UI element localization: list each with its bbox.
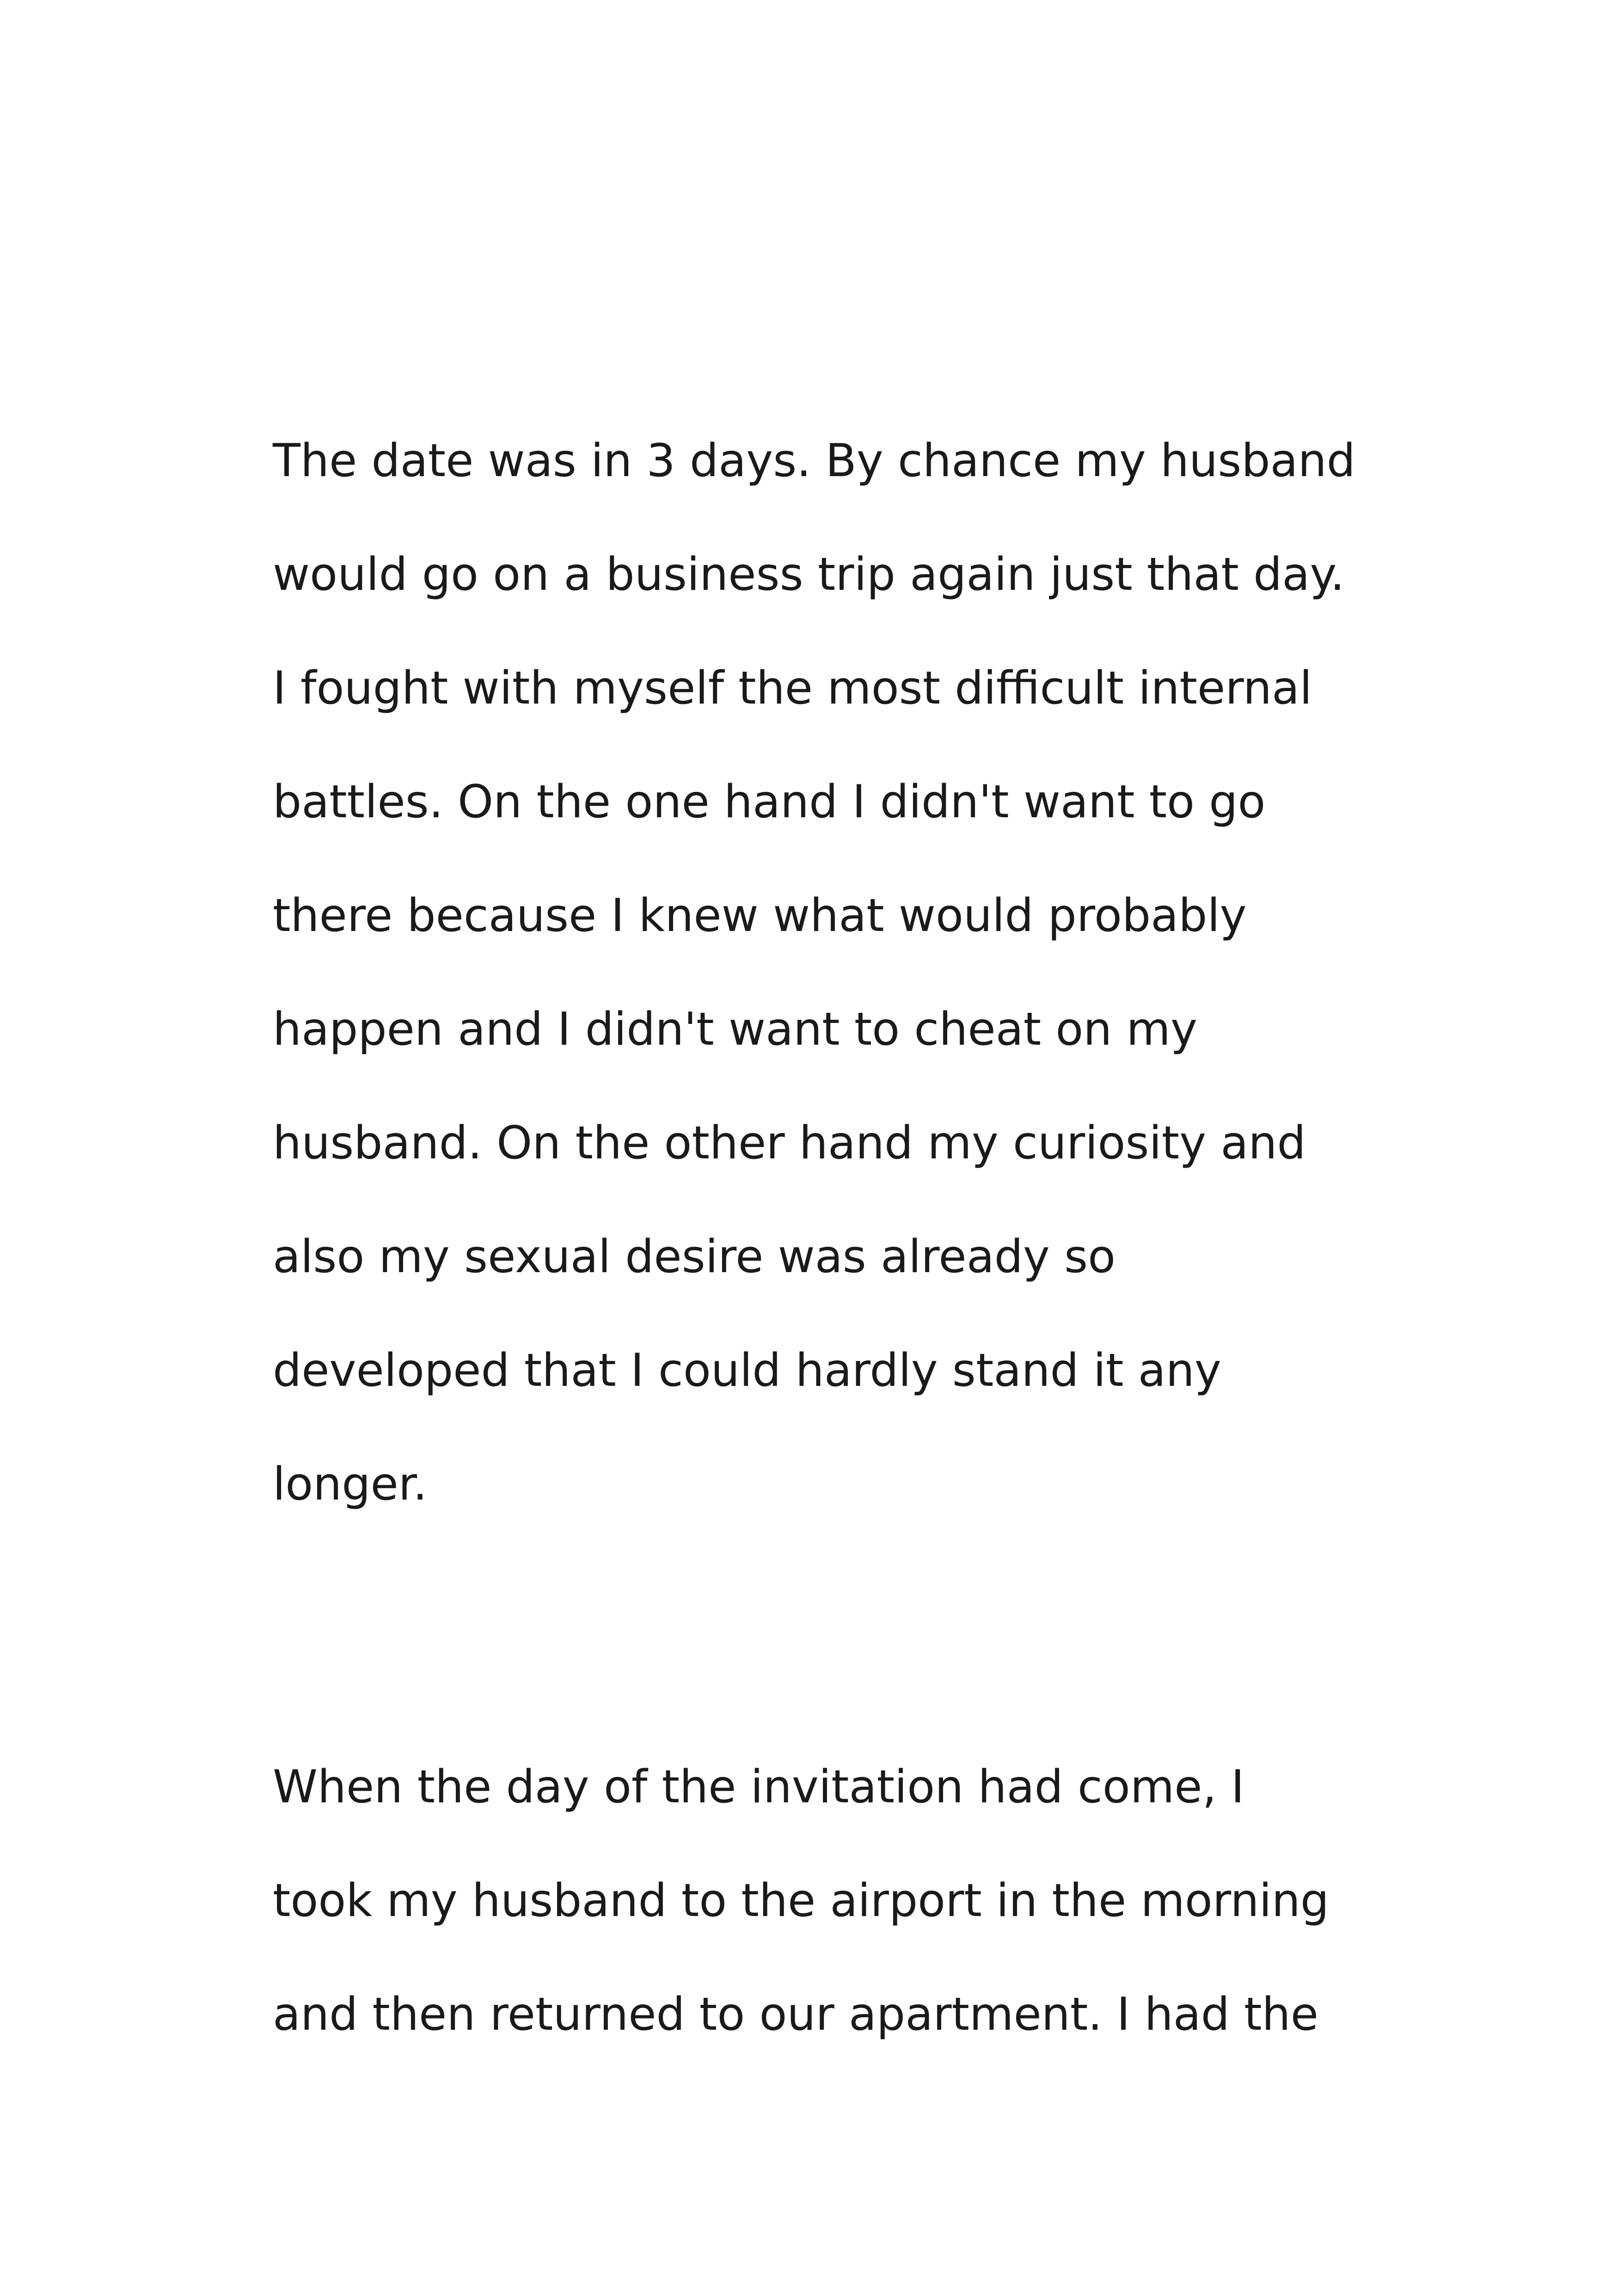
text-line: developed that I could hardly stand it any [273,1344,1221,1397]
text-line: took my husband to the airport in the morning [273,1874,1330,1927]
text-line: longer. [273,1458,428,1511]
text-line: and then returned to our apartment. I had the [273,1988,1318,2041]
paragraph-2 [273,1730,1428,2071]
text-line: When the day of the invitation had come, I [273,1761,1244,1813]
text-line: battles. On the one hand I didn't want to go [273,776,1266,828]
text-line: I fought with myself the most difficult internal [273,662,1312,715]
paragraph-1 [273,404,1428,1541]
text-line: there because I knew what would probably [273,889,1247,942]
text-line: husband. On the other hand my curiosity and [273,1117,1306,1169]
text-line: would go on a business trip again just that day. [273,548,1345,601]
text-line: also my sexual desire was already so [273,1231,1116,1283]
text-line: happen and I didn't want to cheat on my [273,1003,1198,1056]
text-line: The date was in 3 days. By chance my husband [273,435,1355,487]
